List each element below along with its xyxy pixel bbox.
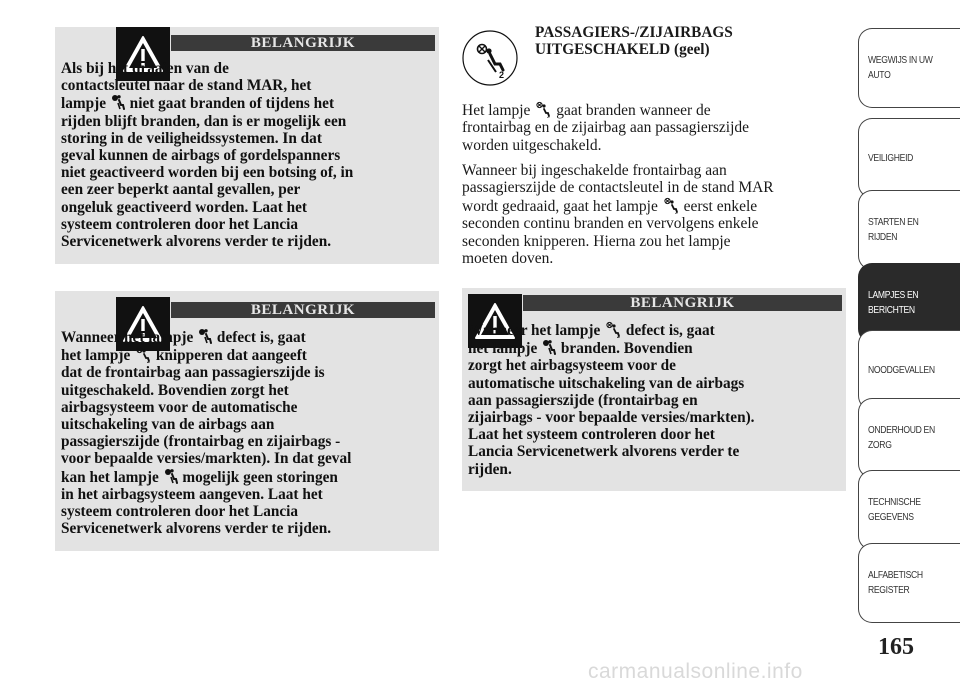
chapter-tab-label-line: ALFABETISCH	[868, 569, 923, 581]
chapter-tab-label-line: BERICHTEN	[868, 304, 915, 316]
chapter-tab-1[interactable]	[858, 28, 960, 108]
text-fragment: eerst enkele	[679, 197, 758, 215]
chapter-tab-3[interactable]	[858, 190, 960, 270]
section-title-line: UITGESCHAKELD (geel)	[535, 41, 710, 59]
airbag-warning-icon	[198, 328, 212, 345]
text-line: systeem controleren door het Lancia	[61, 215, 299, 233]
text-fragment: defect is, gaat	[213, 329, 306, 346]
chapter-tab-label-line: WEGWIJS IN UW	[868, 54, 933, 66]
text-line: voor bepaalde versies/markten). In dat geval	[61, 450, 352, 468]
text-fragment: niet gaat branden of tijdens het	[125, 95, 335, 113]
text-line: airbagsysteem voor de automatische	[61, 398, 298, 416]
text-line: Laat het systeem controleren door het	[468, 426, 715, 444]
text-fragment: Wanneer het lampje	[61, 329, 198, 346]
chapter-tab-label-line: STARTEN EN	[868, 216, 919, 228]
notice-header: BELANGRIJK	[171, 35, 435, 51]
text-line: rijden.	[468, 460, 512, 478]
chapter-tab-label	[868, 53, 940, 83]
text-fragment: het lampje	[61, 347, 135, 365]
watermark: carmanualsonline.info	[588, 660, 803, 683]
text-line: Lancia Servicenetwerk alvorens verder te	[468, 443, 740, 461]
chapter-tab-6[interactable]	[858, 398, 960, 478]
text-line: zorgt het airbagsysteem voor de	[468, 357, 676, 375]
text-line: uitschakeling van de airbags aan	[61, 416, 275, 434]
text-line: contactsleutel naar de stand MAR, het	[61, 77, 312, 95]
text-fragment: wordt gedraaid, gaat het lampje	[462, 197, 662, 215]
chapter-tab-label	[868, 288, 940, 318]
chapter-tab-label	[868, 495, 940, 525]
notice-text	[61, 328, 437, 537]
chapter-tab-8[interactable]	[858, 543, 960, 623]
text-line: een zeer beperkt aantal gevallen, per	[61, 181, 301, 199]
text-line	[61, 468, 437, 486]
text-line: zijairbags - voor bepaalde versies/markten).	[468, 409, 755, 427]
text-line: passagierszijde (frontairbag en zijairbags -	[61, 433, 341, 451]
svg-text:2: 2	[547, 114, 551, 118]
text-line: seconden knipperen. Hierna zou het lampje	[462, 232, 731, 250]
text-line: automatische uitschakeling van de airbags	[468, 374, 745, 392]
passenger-airbag-off-icon	[535, 101, 551, 118]
chapter-tab-label	[868, 215, 940, 245]
chapter-tab-label-line: LAMPJES EN	[868, 289, 919, 301]
text-line	[468, 339, 844, 357]
notice-header: BELANGRIJK	[523, 295, 842, 311]
text-line: dat de frontairbag aan passagierszijde is	[61, 364, 325, 382]
text-line: Servicenetwerk alvorens verder te rijden.	[61, 233, 332, 251]
text-line: rijden blijft branden, dan is er mogelijk een	[61, 112, 347, 130]
text-line: uitgeschakeld. Bovendien zorgt het	[61, 381, 289, 399]
page-number: 165	[878, 634, 914, 660]
text-fragment: defect is, gaat	[622, 322, 715, 339]
text-line	[468, 321, 844, 339]
chapter-tab-label-line: NOODGEVALLEN	[868, 364, 935, 376]
text-line: seconden continu branden en vervolgens enkele	[462, 215, 759, 233]
text-line: Als bij het draaien van de	[61, 60, 229, 77]
important-notice-2	[55, 291, 439, 551]
passenger-airbag-off-icon	[663, 197, 679, 214]
notice-header: BELANGRIJK	[171, 302, 435, 318]
chapter-tab-label	[868, 568, 940, 598]
text-line	[61, 94, 437, 112]
text-fragment: knipperen dat aangeeft	[152, 347, 307, 365]
text-fragment: mogelijk geen storingen	[178, 468, 338, 486]
text-line: storing in de veiligheidssystemen. In dat	[61, 129, 322, 147]
text-line: systeem controleren door het Lancia	[61, 503, 299, 521]
notice-text	[61, 60, 437, 250]
text-line	[61, 346, 437, 364]
text-line: passagierszijde de contactsleutel in de stand MAR	[462, 179, 774, 197]
text-line: niet geactiveerd worden bij een botsing of, in	[61, 164, 354, 182]
paragraph-1	[462, 101, 852, 154]
airbag-warning-icon	[164, 468, 178, 485]
notice-text	[468, 321, 844, 478]
chapter-tab-label-line: VEILIGHEID	[868, 152, 914, 164]
svg-text:2: 2	[617, 334, 620, 338]
chapter-tab-label	[868, 151, 940, 166]
text-line: moeten doven.	[462, 250, 554, 268]
text-line	[462, 197, 852, 215]
chapter-tab-label-line: REGISTER	[868, 584, 910, 596]
text-line: frontairbag en de zijairbag aan passagierszijde	[462, 119, 750, 137]
passenger-airbag-off-icon	[462, 30, 518, 86]
chapter-tab-label-line: ONDERHOUD EN	[868, 424, 935, 436]
chapter-tab-label-line: AUTO	[868, 69, 891, 81]
chapter-tab-label-line: GEGEVENS	[868, 511, 914, 523]
text-fragment: Het lampje	[462, 102, 535, 119]
text-fragment: gaat branden wanneer de	[552, 102, 711, 119]
important-notice-3	[462, 288, 846, 491]
text-fragment: lampje	[61, 95, 110, 113]
text-fragment: kan het lampje	[61, 468, 163, 486]
text-fragment: branden. Bovendien	[557, 340, 693, 358]
svg-text:2: 2	[147, 359, 150, 364]
text-line	[61, 328, 437, 346]
text-line: Wanneer bij ingeschakelde frontairbag aan	[462, 162, 727, 179]
paragraph-2	[462, 162, 852, 267]
svg-text:2: 2	[674, 209, 678, 214]
text-line: ongeluk geactiveerd worden. Laat het	[61, 198, 307, 216]
chapter-tab-label	[868, 363, 940, 378]
chapter-tab-2[interactable]	[858, 118, 960, 198]
chapter-tab-label-line: RIJDEN	[868, 231, 898, 243]
text-line: aan passagierszijde (frontairbag en	[468, 391, 698, 409]
airbag-warning-icon	[542, 339, 556, 356]
chapter-tab-7[interactable]	[858, 470, 960, 550]
text-line: Servicenetwerk alvorens verder te rijden.	[61, 520, 332, 538]
section-title	[535, 24, 733, 59]
text-fragment: Wanneer het lampje	[468, 322, 605, 339]
section-title-line: PASSAGIERS-/ZIJAIRBAGS	[535, 24, 733, 41]
passenger-airbag-off-icon	[605, 321, 621, 338]
text-line: in het airbagsysteem aangeven. Laat het	[61, 485, 323, 503]
text-line: worden uitgeschakeld.	[462, 136, 602, 154]
text-line	[462, 101, 852, 119]
passenger-airbag-off-icon	[135, 346, 151, 363]
svg-text:2: 2	[499, 70, 505, 80]
chapter-tab-label-line: TECHNISCHE	[868, 496, 921, 508]
text-fragment: het lampje	[468, 340, 542, 358]
airbag-warning-icon	[111, 94, 125, 111]
chapter-tab-label	[868, 423, 940, 453]
text-line: geval kunnen de airbags of gordelspanners	[61, 147, 341, 165]
important-notice-1	[55, 27, 439, 264]
chapter-tab-label-line: ZORG	[868, 439, 892, 451]
